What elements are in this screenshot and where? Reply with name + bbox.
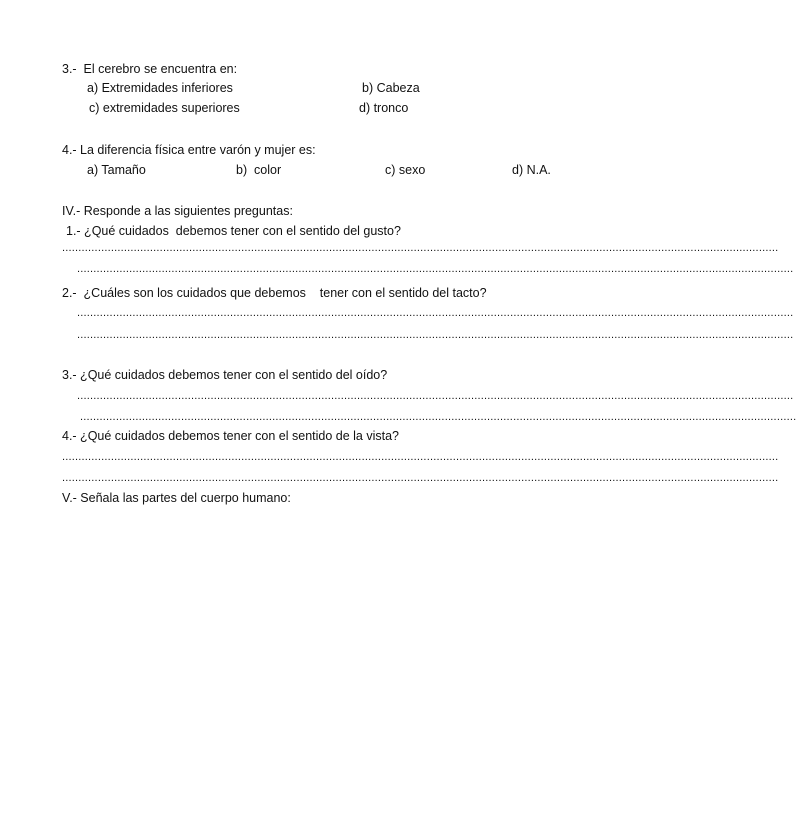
section-iv-heading: IV.- Responde a las siguientes preguntas:	[62, 204, 293, 218]
question-iv-1: 1.- ¿Qué cuidados debemos tener con el sentido del gusto?	[66, 224, 401, 238]
question-iv-4: 4.- ¿Qué cuidados debemos tener con el sentido de la vista?	[62, 429, 400, 443]
answer-line[interactable]: ............................................................................................................................................................................................................................	[77, 390, 794, 402]
answer-line[interactable]: ............................................................................................................................................................................................................................	[77, 263, 794, 275]
question-iv-2: 2.- ¿Cuáles son los cuidados que debemos tener con el sentido del tacto?	[62, 286, 487, 300]
answer-line[interactable]: ............................................................................................................................................................................................................................	[77, 329, 794, 341]
option-4b: b) color	[236, 163, 282, 177]
section-v-heading: V.- Señala las partes del cuerpo humano:	[62, 491, 291, 505]
answer-line[interactable]: ............................................................................................................................................................................................................................	[77, 307, 794, 319]
question-4: 4.- La diferencia física entre varón y mujer es:	[62, 143, 316, 157]
answer-line[interactable]: ............................................................................................................................................................................................................................	[62, 472, 779, 484]
option-3d: d) tronco	[359, 101, 409, 115]
option-4d: d) N.A.	[512, 163, 551, 177]
answer-line[interactable]: ............................................................................................................................................................................................................................	[62, 242, 779, 254]
option-3b: b) Cabeza	[362, 81, 420, 95]
question-3: 3.- El cerebro se encuentra en:	[62, 62, 238, 76]
option-4c: c) sexo	[385, 163, 426, 177]
answer-line[interactable]: ............................................................................................................................................................................................................................	[62, 451, 779, 463]
option-3a: a) Extremidades inferiores	[87, 81, 233, 95]
option-4a: a) Tamaño	[87, 163, 146, 177]
question-iv-3: 3.- ¿Qué cuidados debemos tener con el sentido del oído?	[62, 368, 388, 382]
answer-line[interactable]: ............................................................................................................................................................................................................................	[80, 411, 796, 423]
option-3c: c) extremidades superiores	[89, 101, 240, 115]
